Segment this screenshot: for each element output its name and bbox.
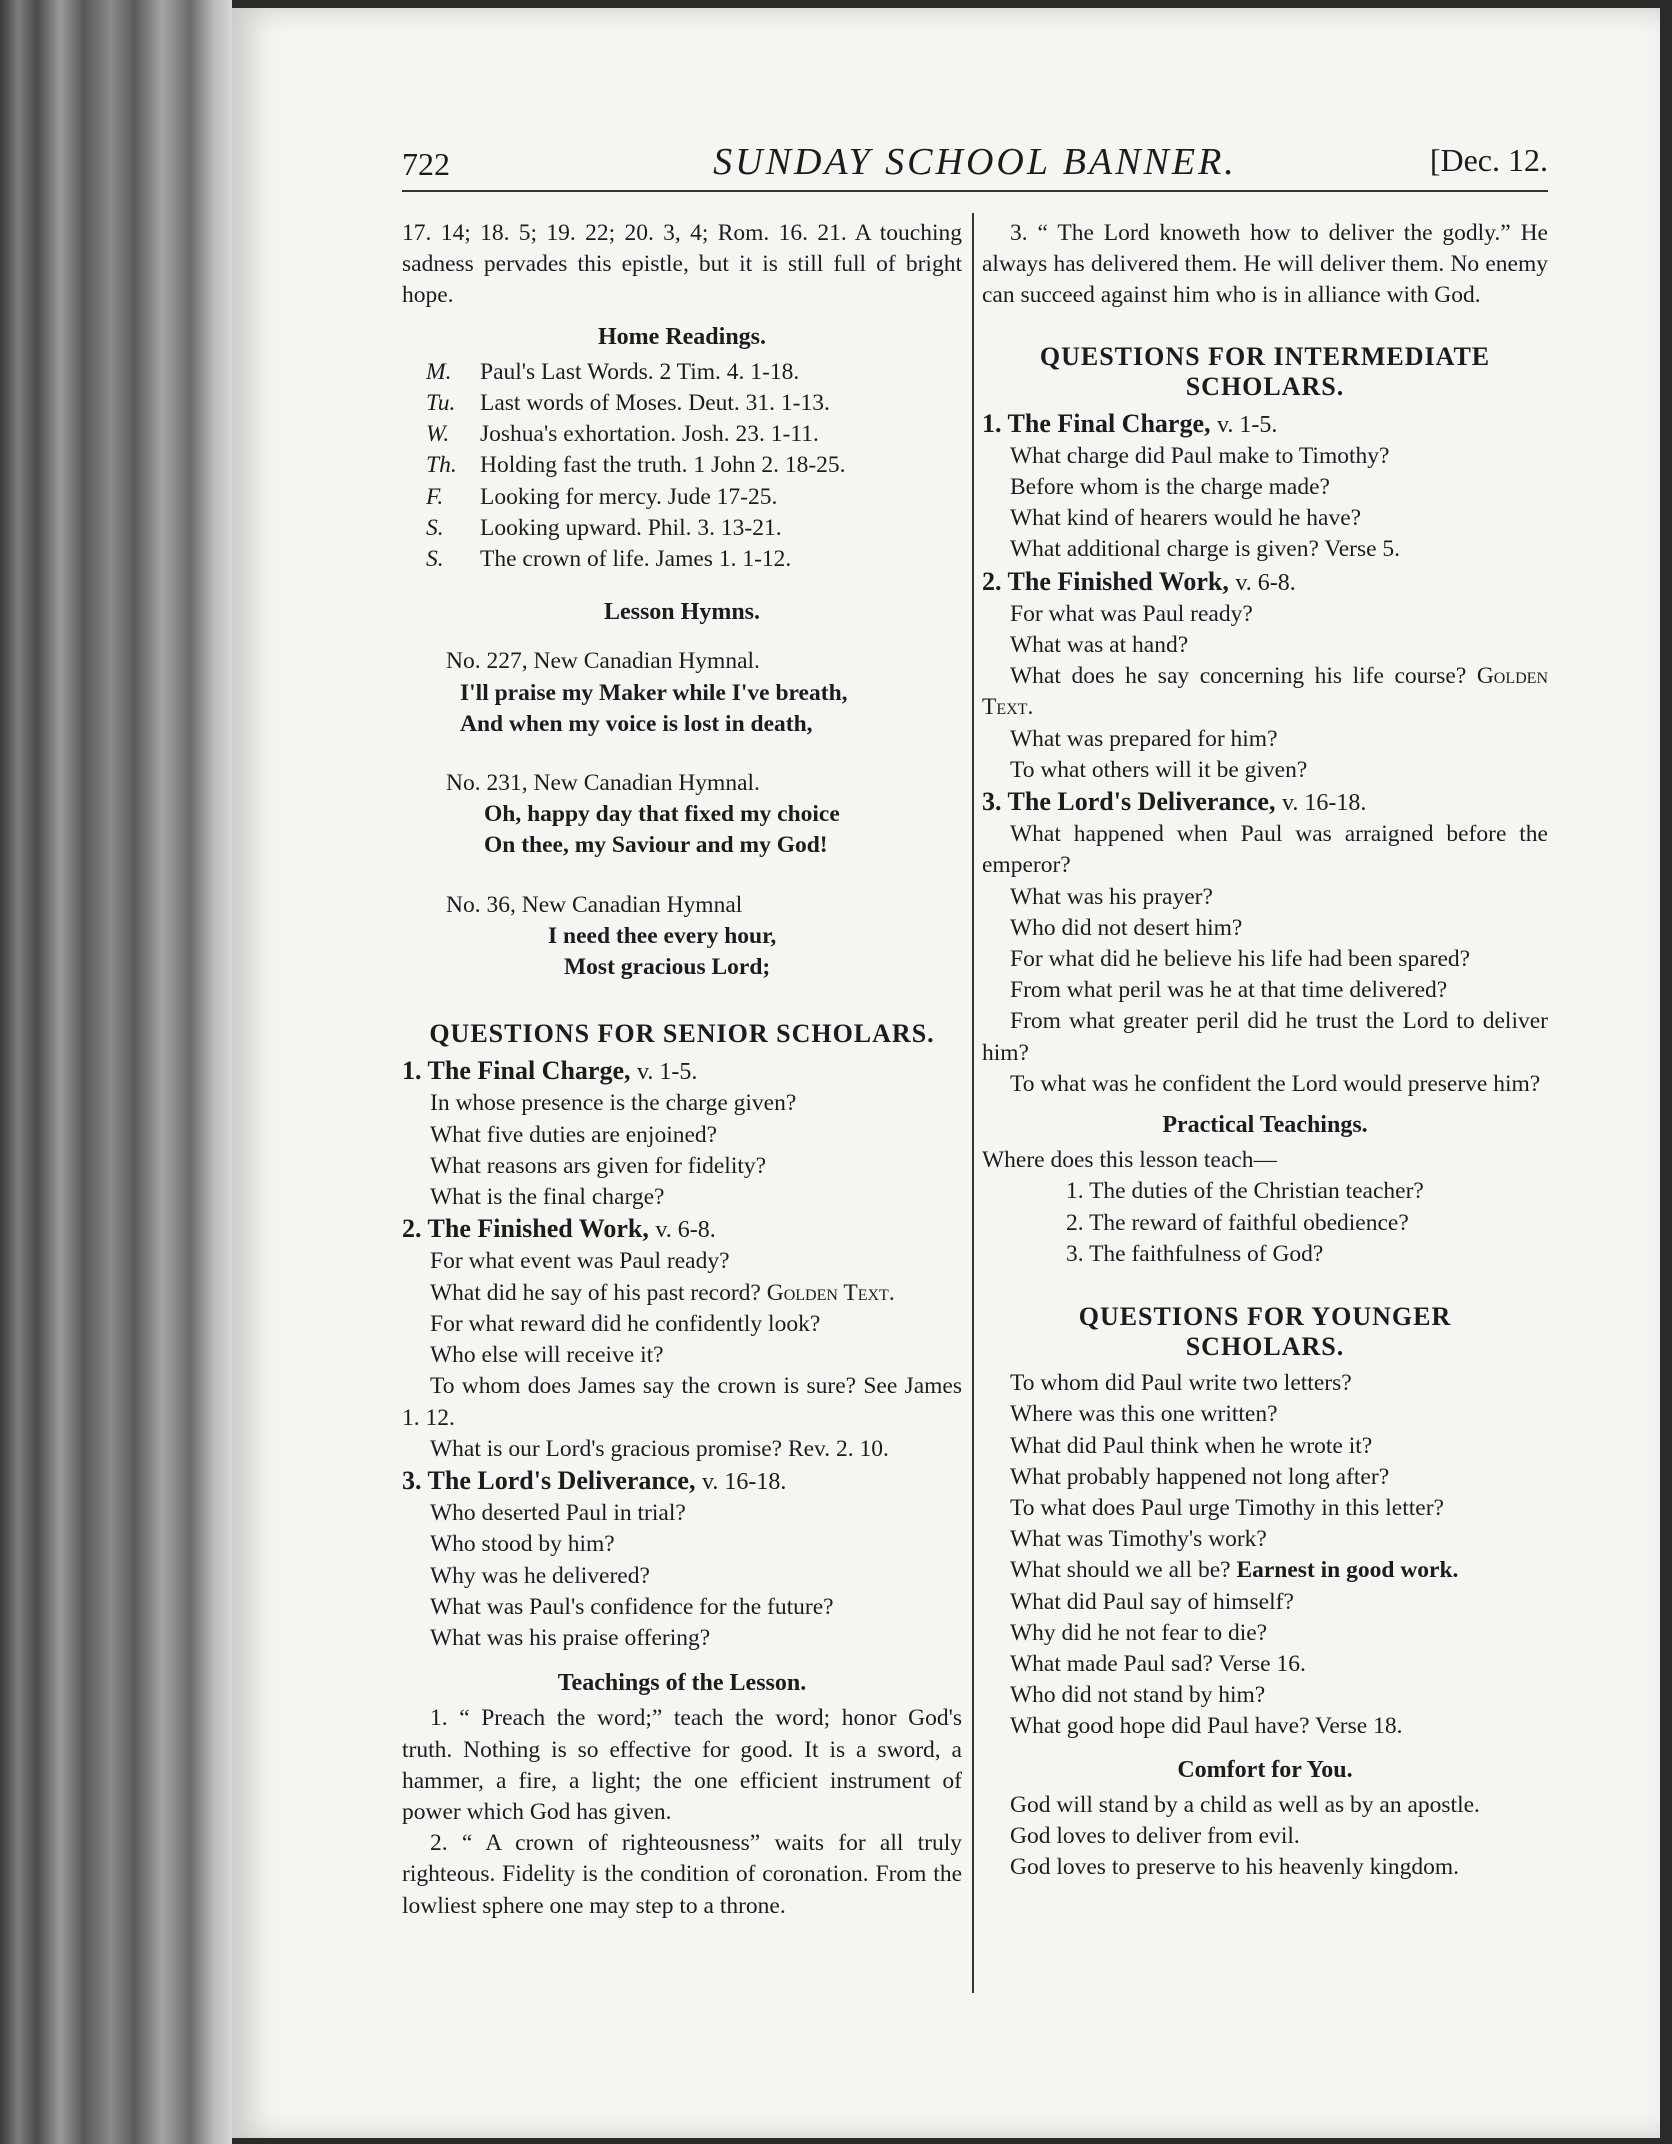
verse-ref: v. 6-8. — [655, 1217, 716, 1244]
younger-scholars-heading: QUESTIONS FOR YOUNGER SCHOLARS. — [1078, 1302, 1452, 1362]
question: To what does Paul urge Timothy in this letter? — [1010, 1494, 1444, 1521]
lesson-hymns-heading: Lesson Hymns. — [603, 599, 761, 626]
verse-ref: v. 1-5. — [636, 1059, 698, 1086]
reading-row — [402, 544, 962, 575]
question: For what reward did he confidently look? — [430, 1310, 821, 1337]
reading-text: Looking upward. Phil. 3. 13-21. — [480, 514, 782, 541]
golden-text-ref: Golden Text. — [982, 663, 1549, 721]
page-header — [402, 138, 1548, 192]
question: For what was Paul ready? — [1010, 600, 1253, 627]
reading-day: W. — [426, 421, 450, 448]
question: What additional charge is given? Verse 5. — [1010, 536, 1401, 563]
section-title: 2. The Finished Work, — [402, 1214, 649, 1244]
page-number: 722 — [402, 146, 450, 182]
hymn-line: I need thee every hour, — [548, 922, 777, 949]
practical-item: 3. The faithfulness of God? — [1066, 1240, 1324, 1267]
section-heading — [982, 566, 1548, 599]
section-heading — [982, 408, 1548, 441]
hymn-line: Oh, happy day that fixed my choice — [484, 801, 840, 828]
section-heading — [982, 786, 1548, 819]
book-page — [232, 8, 1660, 2138]
question: To what was he confident the Lord would preserve him? — [1010, 1070, 1541, 1097]
intro-paragraph: 17. 14; 18. 5; 19. 22; 20. 3, 4; Rom. 16. 21. A touching sadness pervades this epistle, but it is still full of bright hope. — [402, 220, 962, 309]
hymn-block — [402, 890, 962, 984]
question: What made Paul sad? Verse 16. — [1010, 1650, 1306, 1677]
hymn-title: No. 36, New Canadian Hymnal — [446, 891, 743, 918]
question — [982, 661, 1548, 723]
home-readings-heading: Home Readings. — [598, 323, 766, 350]
comfort-line: God loves to preserve to his heavenly kingdom. — [1010, 1854, 1460, 1881]
question: Where was this one written? — [1010, 1401, 1278, 1428]
section-title: 2. The Finished Work, — [982, 566, 1229, 596]
teachings-heading: Teachings of the Lesson. — [557, 1670, 807, 1697]
hymn-line: On thee, my Saviour and my God! — [484, 832, 828, 859]
question: What was Paul's confidence for the future? — [430, 1593, 834, 1620]
reading-day: F. — [426, 483, 444, 510]
reading-row — [402, 357, 962, 388]
question: What was his praise offering? — [430, 1624, 711, 1651]
section-title: 1. The Final Charge, — [982, 408, 1211, 438]
hymn-line: And when my voice is lost in death, — [460, 710, 813, 737]
section-heading — [402, 1465, 962, 1498]
question: What is our Lord's gracious promise? Rev. 2. 10. — [430, 1435, 889, 1462]
question: From what greater peril did he trust the Lord to deliver him? — [982, 1008, 1548, 1066]
running-title: SUNDAY SCHOOL BANNER. — [713, 141, 1237, 183]
teaching-paragraph: 1. “ Preach the word;” teach the word; honor God's truth. Nothing is so effective for good. It is a sword, a hammer, a fire, a light; the one efficient instrument of power which God has given. — [402, 1705, 962, 1825]
teaching-paragraph: 2. “ A crown of righteousness” waits for all truly righteous. Fidelity is the condition of coronation. From the lowliest sphere one may step to a throne. — [402, 1830, 962, 1919]
question: To whom did Paul write two letters? — [1010, 1370, 1352, 1397]
intermediate-scholars-heading: QUESTIONS FOR INTERMEDIATE SCHOLARS. — [1039, 341, 1491, 401]
reading-day: Th. — [426, 452, 457, 479]
question: What reasons ars given for fidelity? — [430, 1152, 767, 1179]
left-column — [402, 218, 962, 1922]
section-heading — [402, 1055, 962, 1088]
question: Why was he delivered? — [430, 1562, 650, 1589]
question: Who deserted Paul in trial? — [430, 1500, 686, 1527]
question: What good hope did Paul have? Verse 18. — [1010, 1713, 1403, 1740]
reading-text: Looking for mercy. Jude 17-25. — [480, 483, 778, 510]
question: What five duties are enjoined? — [430, 1121, 718, 1148]
question: What charge did Paul make to Timothy? — [1010, 442, 1390, 469]
home-readings-list — [402, 357, 962, 575]
question: What probably happened not long after? — [1010, 1463, 1390, 1490]
senior-scholars-heading: QUESTIONS FOR SENIOR SCHOLARS. — [429, 1019, 935, 1049]
practical-intro: Where does this lesson teach— — [982, 1147, 1277, 1174]
question — [402, 1278, 962, 1309]
hymn-block — [402, 768, 962, 862]
hymn-title: No. 231, New Canadian Hymnal. — [446, 770, 760, 797]
question: What was his prayer? — [1010, 883, 1213, 910]
question: Who stood by him? — [430, 1531, 615, 1558]
section-heading — [402, 1213, 962, 1246]
practical-teachings-heading: Practical Teachings. — [1162, 1112, 1368, 1139]
reading-text: Paul's Last Words. 2 Tim. 4. 1-18. — [480, 358, 800, 385]
section-title: 3. The Lord's Deliverance, — [402, 1465, 696, 1495]
reading-text: The crown of life. James 1. 1-12. — [480, 546, 792, 573]
right-column — [982, 218, 1548, 1883]
question: To whom does James say the crown is sure? See James 1. 12. — [402, 1373, 962, 1431]
question: What happened when Paul was arraigned before the emperor? — [982, 821, 1548, 879]
reading-row — [402, 419, 962, 450]
practical-item: 1. The duties of the Christian teacher? — [1066, 1178, 1424, 1205]
question: From what peril was he at that time delivered? — [1010, 977, 1448, 1004]
reading-day: S. — [426, 546, 444, 573]
reading-text: Holding fast the truth. 1 John 2. 18-25. — [480, 452, 846, 479]
comfort-line: God loves to deliver from evil. — [1010, 1822, 1300, 1849]
question: What was Timothy's work? — [1010, 1526, 1267, 1553]
verse-ref: v. 16-18. — [701, 1468, 787, 1495]
issue-date: [Dec. 12. — [1429, 142, 1548, 178]
teaching-paragraph: 3. “ The Lord knoweth how to deliver the godly.” He always has delivered them. He will deliver them. No enemy can succeed against him who is in alliance with God. — [982, 220, 1548, 309]
hymn-title: No. 227, New Canadian Hymnal. — [446, 648, 760, 675]
question: Before whom is the charge made? — [1010, 474, 1330, 501]
comfort-heading: Comfort for You. — [1177, 1756, 1353, 1783]
reading-text: Joshua's exhortation. Josh. 23. 1-11. — [480, 421, 819, 448]
section-title: 3. The Lord's Deliverance, — [982, 787, 1276, 817]
question: What was prepared for him? — [1010, 725, 1278, 752]
question-text: What should we all be? — [1010, 1557, 1231, 1584]
question: Who did not desert him? — [1010, 914, 1243, 941]
practical-item: 2. The reward of faithful obedience? — [1066, 1209, 1409, 1236]
question: To what others will it be given? — [1010, 756, 1308, 783]
verse-ref: v. 16-18. — [1281, 790, 1367, 817]
reading-row — [402, 513, 962, 544]
reading-row — [402, 388, 962, 419]
question: Why did he not fear to die? — [1010, 1619, 1268, 1646]
section-title: 1. The Final Charge, — [402, 1056, 631, 1086]
verse-ref: v. 1-5. — [1216, 411, 1278, 438]
question: What was at hand? — [1010, 632, 1189, 659]
question: For what event was Paul ready? — [430, 1248, 730, 1275]
question: What kind of hearers would he have? — [1010, 505, 1362, 532]
question-text: What did he say of his past record? — [430, 1279, 761, 1306]
column-divider — [972, 213, 974, 1993]
question: Who did not stand by him? — [1010, 1682, 1266, 1709]
question: In whose presence is the charge given? — [430, 1090, 797, 1117]
verse-ref: v. 6-8. — [1235, 569, 1296, 596]
comfort-line: God will stand by a child as well as by an apostle. — [1010, 1791, 1480, 1818]
golden-text-ref: Golden Text. — [766, 1279, 895, 1306]
question: What did Paul think when he wrote it? — [1010, 1432, 1373, 1459]
hymn-line: I'll praise my Maker while I've breath, — [460, 679, 848, 706]
reading-row — [402, 482, 962, 513]
reading-day: S. — [426, 514, 444, 541]
question: Who else will receive it? — [430, 1342, 664, 1369]
question: For what did he believe his life had been spared? — [1010, 946, 1471, 973]
hymn-line: Most gracious Lord; — [564, 954, 771, 981]
reading-day: Tu. — [426, 390, 456, 417]
reading-row — [402, 450, 962, 481]
question: What did Paul say of himself? — [1010, 1588, 1294, 1615]
question — [982, 1555, 1548, 1586]
reading-text: Last words of Moses. Deut. 31. 1-13. — [480, 390, 830, 417]
question-text: What does he say concerning his life course? — [1010, 663, 1467, 690]
hymn-block — [402, 646, 962, 740]
book-spine-edge — [0, 0, 232, 2144]
answer-text: Earnest in good work. — [1236, 1557, 1459, 1584]
question: What is the final charge? — [430, 1184, 665, 1211]
reading-day: M. — [426, 358, 452, 385]
